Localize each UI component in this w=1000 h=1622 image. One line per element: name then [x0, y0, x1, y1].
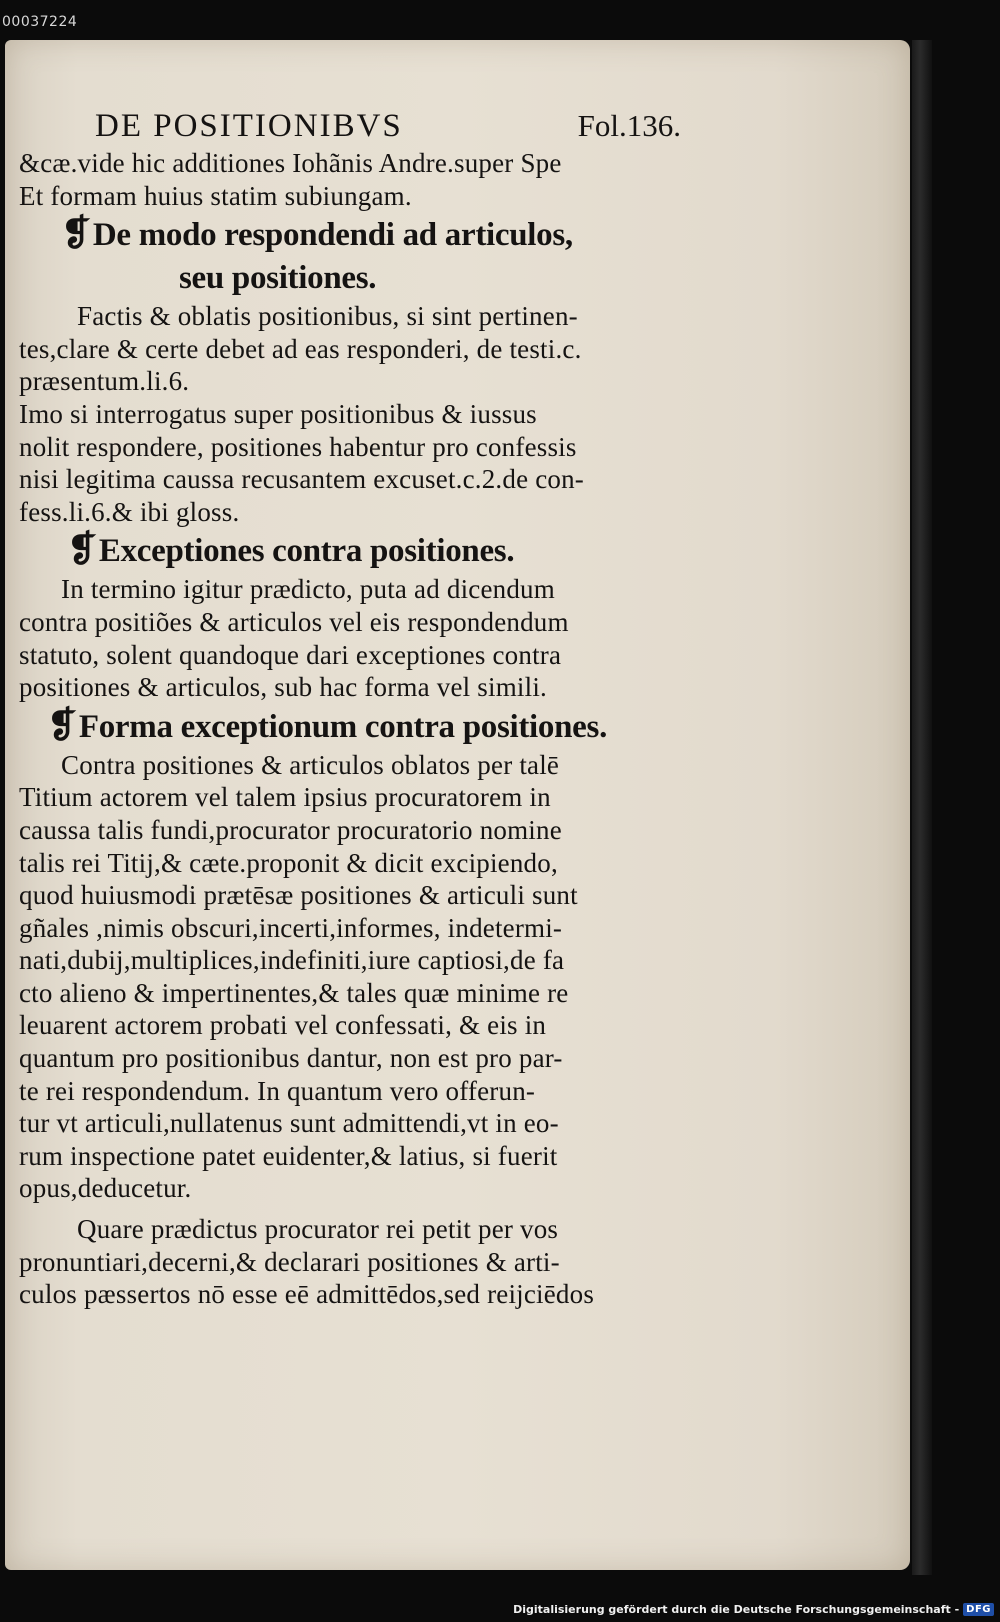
text-line: talis rei Titij,& cæte.proponit & dicit excipiendo,	[19, 847, 558, 878]
page-text	[19, 108, 689, 1311]
section-heading-forma	[19, 704, 689, 749]
text-line: Et formam huius statim subiungam.	[19, 180, 412, 211]
heading-text: De modo respondendi ad articulos,	[92, 217, 573, 254]
heading-text: Forma exceptionum contra positiones.	[78, 708, 608, 745]
text-line: leuarent actorem probati vel confessati, & eis in	[19, 1010, 547, 1041]
text-line: rum inspectione patet euidenter,& latius, si fuerit	[19, 1140, 558, 1171]
text-line: statuto, solent quandoque dari exceptiones contra	[19, 639, 562, 670]
text-line: præsentum.li.6.	[19, 366, 190, 397]
pilcrow-icon: ❡	[61, 213, 91, 254]
text-line: In termino igitur prædicto, puta ad dicendum	[61, 574, 555, 605]
heading-text: Exceptiones contra positiones.	[98, 533, 515, 570]
pilcrow-icon: ❡	[67, 529, 97, 570]
text-line: &cæ.vide hic additiones Iohãnis Andre.super Spe	[19, 148, 562, 178]
pilcrow-icon: ❡	[47, 704, 77, 745]
dfg-logo-icon: DFG	[963, 1603, 994, 1616]
text-line: nisi legitima caussa recusantem excuset.c.2.de con-	[19, 464, 584, 495]
text-line: gñales ,nimis obscuri,incerti,informes, indetermi-	[19, 912, 563, 943]
text-line: fess.li.6.& ibi gloss.	[19, 496, 240, 527]
paragraph-gap	[19, 1205, 689, 1213]
folio-number: Fol.136.	[577, 108, 681, 143]
text-line: caussa talis fundi,procurator procuratorio nomine	[19, 814, 562, 845]
text-line: quantum pro positionibus dantur, non est pro par-	[19, 1043, 563, 1074]
text-line: positiones & articulos, sub hac forma vel simili.	[19, 672, 547, 703]
text-line: pronuntiari,decerni,& declarari positiones & arti-	[19, 1246, 560, 1277]
credit-text: Digitalisierung gefördert durch die Deutsche Forschungsgemeinschaft -	[513, 1603, 960, 1616]
digitization-credit	[513, 1603, 994, 1616]
running-head-title: DE POSITIONIBVS	[95, 108, 403, 144]
text-line: Factis & oblatis positionibus, si sint pertinen-	[77, 301, 578, 332]
text-line: tur vt articuli,nullatenus sunt admittendi,vt in eo-	[19, 1108, 559, 1139]
book-page-edge	[912, 40, 932, 1575]
text-line: Titium actorem vel talem ipsius procuratorem in	[19, 782, 551, 813]
text-line: nati,dubij,multiplices,indefiniti,iure captiosi,de fa	[19, 945, 565, 976]
text-line: te rei respondendum. In quantum vero offerun-	[19, 1075, 536, 1106]
text-line: quod huiusmodi prætēsæ positiones & articuli sunt	[19, 880, 578, 911]
text-line: culos pæssertos nō esse eē admittēdos,sed reijciēdos	[19, 1279, 595, 1310]
text-line: contra positiões & articulos vel eis respondendum	[19, 606, 569, 637]
section-heading-continued: seu positiones.	[179, 260, 377, 297]
text-line: Quare prædictus procurator rei petit per vos	[77, 1214, 559, 1245]
section-heading-exceptiones	[19, 528, 689, 573]
text-line: nolit respondere, positiones habentur pro confessis	[19, 431, 577, 462]
running-head	[95, 108, 689, 145]
section-heading-respondendi	[19, 212, 689, 257]
text-line: Contra positiones & articulos oblatos per talē	[61, 749, 560, 780]
text-line: cto alieno & impertinentes,& tales quæ minime re	[19, 977, 569, 1008]
scan-id-label: 00037224	[2, 14, 78, 30]
text-line: Imo si interrogatus super positionibus & iussus	[19, 398, 537, 429]
text-line: opus,deducetur.	[19, 1173, 192, 1204]
text-line: tes,clare & certe debet ad eas responderi, de testi.c.	[19, 333, 582, 364]
